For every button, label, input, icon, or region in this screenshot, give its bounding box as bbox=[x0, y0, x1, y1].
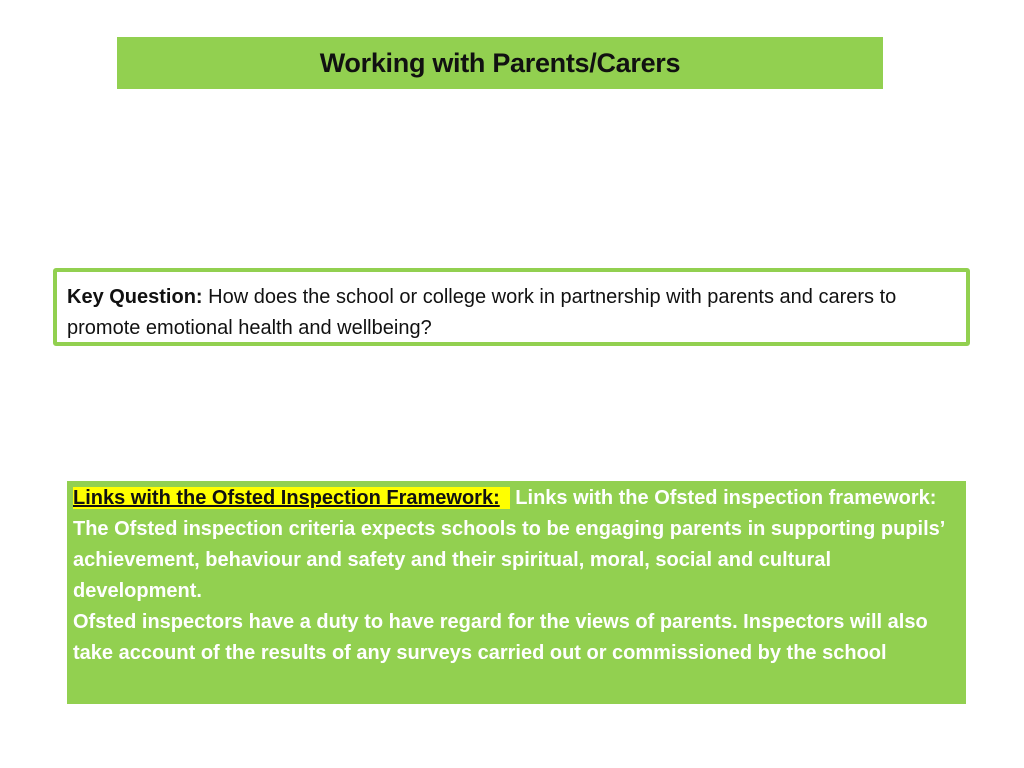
ofsted-paragraph-2: Ofsted inspectors have a duty to have regard for the views of parents. Inspectors will also take account of the results of any surveys carried out or commissioned by the school bbox=[73, 611, 928, 664]
ofsted-links-box bbox=[67, 481, 966, 704]
ofsted-paragraph-1 bbox=[73, 483, 960, 607]
ofsted-paragraph-1-text: Links with the Ofsted inspection framework: The Ofsted inspection criteria expects schools to be engaging parents in supporting pupils’ achievement, behaviour and safety and their spiritual, moral, social and cultural development. bbox=[73, 487, 945, 602]
slide-title: Working with Parents/Carers bbox=[319, 47, 681, 78]
key-question-box bbox=[53, 268, 970, 346]
key-question-text: How does the school or college work in partnership with parents and carers to promote emotional health and wellbeing? bbox=[67, 286, 897, 339]
key-question-label: Key Question: bbox=[67, 286, 203, 308]
ofsted-heading: Links with the Ofsted Inspection Framework: bbox=[73, 487, 510, 509]
title-bar bbox=[117, 37, 883, 89]
